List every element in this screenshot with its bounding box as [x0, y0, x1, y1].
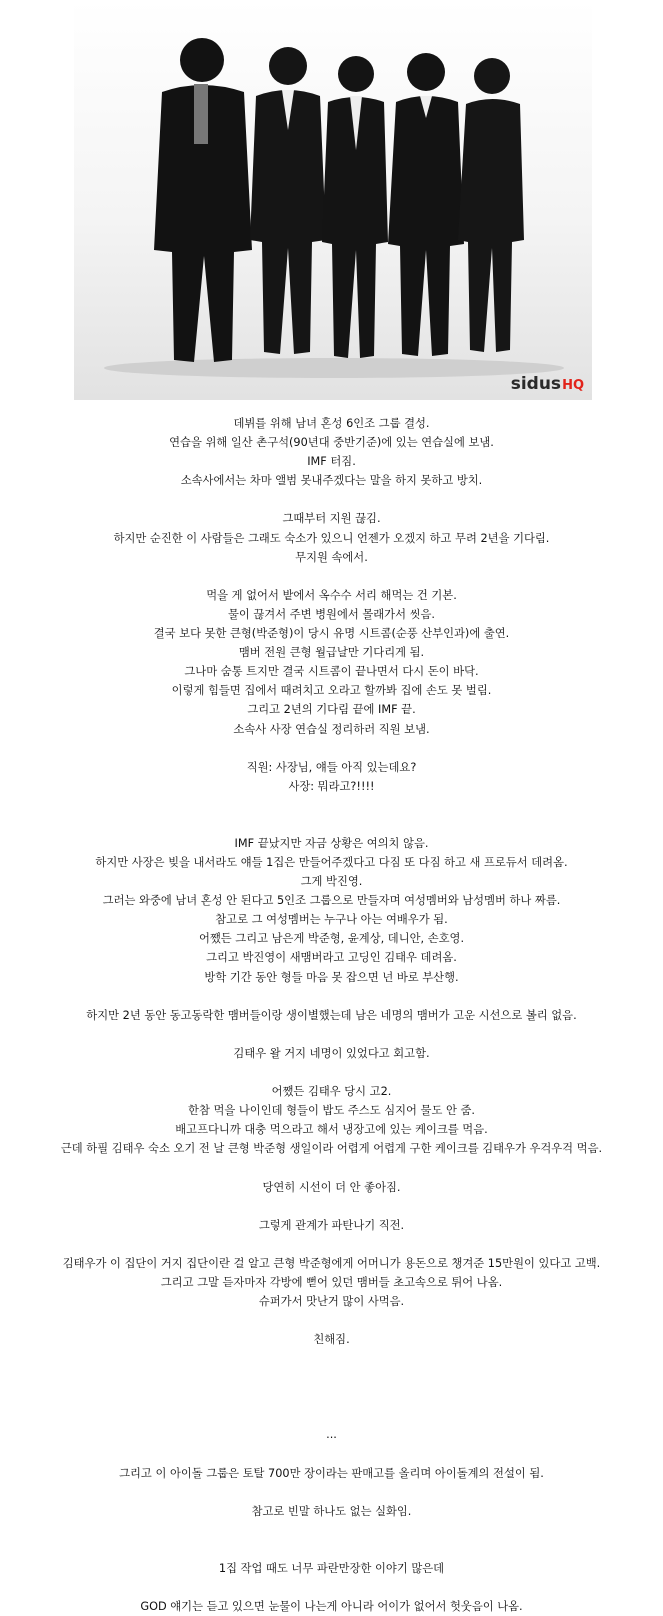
line: 그게 박진영.: [300, 875, 363, 889]
line: 소속사 사장 연습실 정리하러 직원 보냄.: [233, 722, 430, 736]
story-text: [0, 414, 663, 1616]
line: 근데 하필 김태우 숙소 오기 전 날 큰형 박준형 생일이라 어렵게 어렵게 구한 케이크를 김태우가 우걱우걱 먹음.: [60, 1142, 603, 1156]
person-2: [250, 47, 326, 354]
line: 직원: 사장님, 얘들 아직 있는데요?: [246, 760, 417, 774]
line: 먹을 게 없어서 밭에서 옥수수 서리 해먹는 건 기본.: [206, 588, 457, 602]
group-photo: [74, 0, 592, 400]
line: 그러는 와중에 남녀 혼성 안 된다고 5인조 그룹으로 만들자며 여성멤버와 남성멤버 하나 짜름.: [102, 894, 561, 908]
person-5: [458, 58, 524, 352]
line: IMF 터짐.: [307, 455, 356, 469]
line: 그렇게 관계가 파탄나기 직전.: [258, 1218, 405, 1232]
line: 김태우 왈 거지 네명이 있었다고 회고함.: [233, 1046, 430, 1060]
line: 슈퍼가서 맛난거 많이 사먹음.: [258, 1295, 405, 1309]
line: 하지만 사장은 빚을 내서라도 얘들 1집은 만들어주겠다고 다짐 또 다짐 하고 새 프로듀서 데려옴.: [95, 855, 568, 869]
line: 하지만 2년 동안 동고동락한 맴버들이랑 생이별했는데 남은 네명의 맴버가 고운 시선으로 볼리 없음.: [86, 1008, 577, 1022]
group-photo-figures: [74, 0, 592, 400]
line: 그리고 박진영이 새맴버라고 고딩인 김태우 데려옴.: [206, 951, 457, 965]
line: 물이 끊겨서 주변 병원에서 몰래가서 씻음.: [227, 607, 436, 621]
line: 당연히 시선이 더 안 좋아짐.: [262, 1180, 401, 1194]
line: 참고로 그 여성멤버는 누구나 아는 여배우가 됨.: [215, 913, 448, 927]
person-1: [154, 38, 252, 362]
line: 결국 보다 못한 큰형(박준형)이 당시 유명 시트콤(순풍 산부인과)에 출연.: [153, 627, 510, 641]
line: 이렇게 힘들면 집에서 때려치고 오라고 할까봐 집에 손도 못 벌림.: [171, 684, 492, 698]
line: GOD 얘기는 듣고 있으면 눈물이 나는게 아니라 어이가 없어서 헛웃음이 나옴.: [140, 1600, 523, 1614]
line: 어쨌든 김태우 당시 고2.: [271, 1085, 392, 1099]
line: 친해짐.: [313, 1333, 350, 1347]
sidus-hq-logo: sidusHQ: [510, 374, 584, 394]
line: 데뷔를 위해 남녀 혼성 6인조 그룹 결성.: [233, 417, 430, 430]
line: 그나마 숨통 트지만 결국 시트콤이 끝나면서 다시 돈이 바닥.: [184, 665, 479, 679]
line: 그리고 2년의 기다림 끝에 IMF 끝.: [247, 703, 416, 717]
line: ...: [326, 1428, 337, 1442]
line: 연습을 위해 일산 촌구석(90년대 중반기준)에 있는 연습실에 보냄.: [169, 436, 494, 450]
line: 배고프다니까 대충 먹으라고 해서 냉장고에 있는 케이크를 먹음.: [175, 1123, 488, 1137]
line: 참고로 빈말 하나도 없는 실화임.: [251, 1504, 412, 1518]
line: 그때부터 지원 끊김.: [282, 512, 381, 526]
line: 방학 기간 동안 형들 마음 못 잡으면 넌 바로 부산행.: [204, 970, 459, 984]
line: 김태우가 이 집단이 거지 집단이란 걸 알고 큰형 박준형에게 어머니가 용돈으로 챙겨준 15만원이 있다고 고백.: [62, 1256, 601, 1270]
line: 1집 작업 때도 너무 파란만장한 이야기 많은데: [218, 1561, 445, 1575]
line: 어쨌든 그리고 남은게 박준형, 윤계상, 데니안, 손호영.: [198, 932, 465, 946]
person-4: [388, 53, 464, 356]
line: 맴버 전원 큰형 월급날만 기다리게 됨.: [238, 646, 425, 660]
line: 하지만 순진한 이 사람들은 그래도 숙소가 있으니 언젠가 오겠지 하고 무려 2년을 기다림.: [113, 531, 550, 545]
line: 사장: 뭐라고?!!!!: [288, 779, 375, 793]
line: 소속사에서는 차마 앨범 못내주겠다는 말을 하지 못하고 방치.: [180, 474, 483, 488]
line: 그리고 그말 듣자마자 각방에 뻗어 있던 맴버들 초고속으로 튀어 나옴.: [160, 1276, 503, 1290]
person-3: [322, 56, 388, 358]
line: IMF 끝났지만 자금 상황은 여의치 않음.: [234, 836, 429, 850]
line: 한참 먹을 나이인데 형들이 밥도 주스도 심지어 물도 안 줌.: [188, 1104, 475, 1118]
line: 무지원 속에서.: [295, 550, 368, 564]
line: 그리고 이 아이돌 그룹은 토탈 700만 장이라는 판매고를 올리며 아이돌계의 전설이 됨.: [119, 1466, 544, 1480]
